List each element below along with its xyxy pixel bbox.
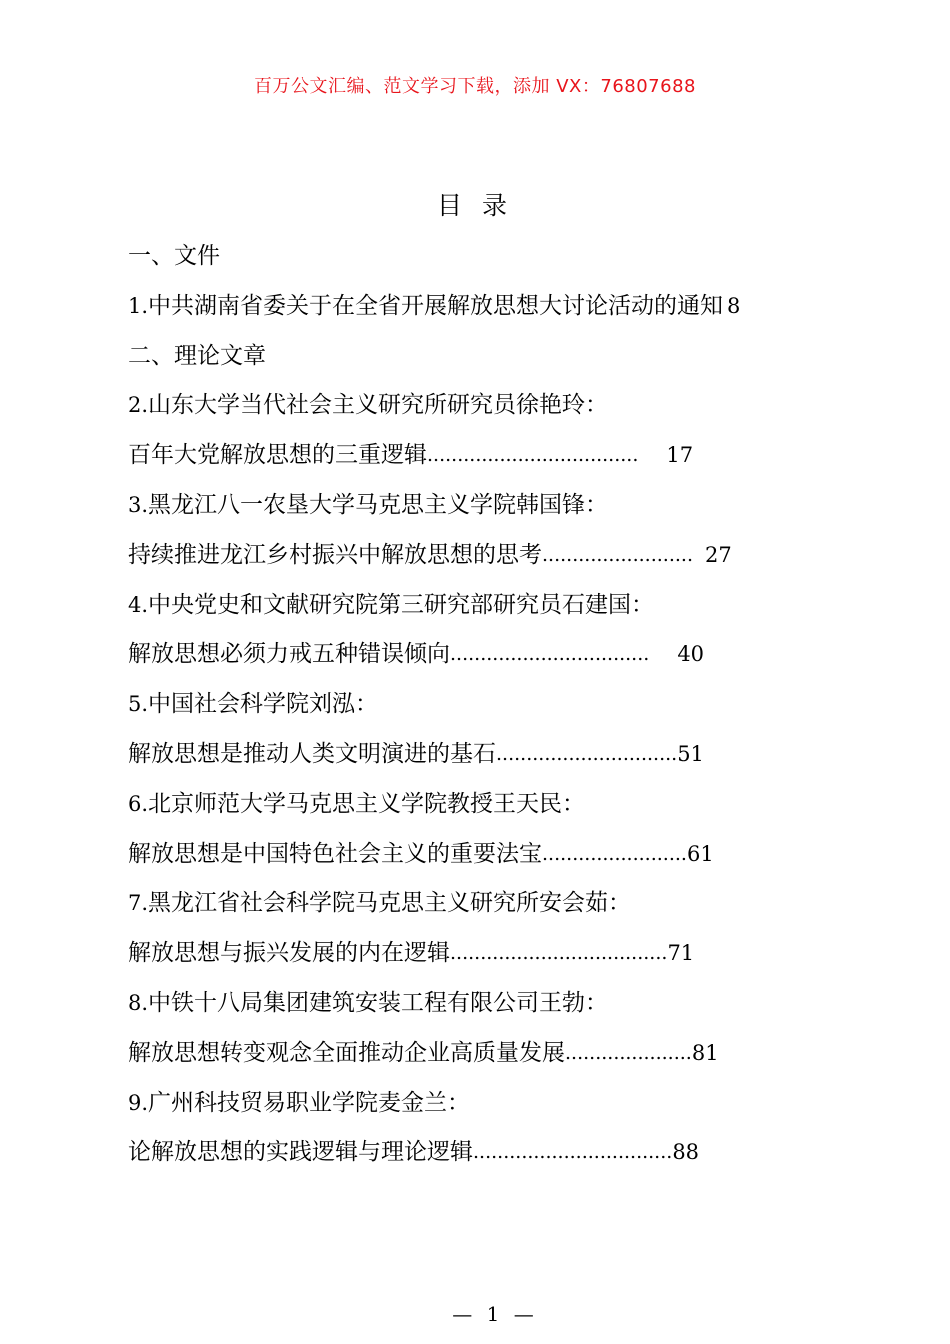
toc-entry-author[interactable]: [128, 481, 828, 531]
entry-author: 中央党史和文献研究院第三研究部研究员石建国：: [148, 591, 655, 618]
entry-title: 中共湖南省委关于在全省开展解放思想大讨论活动的通知: [148, 292, 724, 319]
dot-leader: .....................: [565, 1041, 692, 1064]
entry-number: 8.: [128, 990, 149, 1015]
page-title: 目 录: [437, 191, 513, 220]
section-heading: [128, 332, 828, 382]
entry-page: 81: [691, 1040, 719, 1065]
entry-number: 7.: [128, 891, 149, 916]
entry-number: 5.: [128, 692, 149, 717]
entry-title: 解放思想转变观念全面推动企业高质量发展: [128, 1039, 565, 1066]
header-banner: 百万公文汇编、范文学习下载，添加 VX：76807688: [254, 76, 696, 97]
toc-entry[interactable]: [128, 282, 828, 332]
toc-entry-title[interactable]: [128, 431, 828, 481]
toc-entry-author[interactable]: [128, 381, 828, 431]
entry-title: 解放思想是中国特色社会主义的重要法宝: [128, 840, 542, 867]
toc-entry-author[interactable]: [128, 680, 828, 730]
dot-leader: ....................................: [450, 942, 668, 965]
entry-author: 中国社会科学院刘泓：: [148, 691, 379, 718]
toc-entry-title[interactable]: [128, 630, 828, 680]
toc-entry-title[interactable]: [128, 531, 828, 581]
entry-number: 9.: [128, 1090, 149, 1115]
section-label: 二、理论文章: [128, 342, 266, 369]
dot-leader: ...................................: [427, 444, 639, 467]
entry-number: 2.: [128, 393, 149, 418]
entry-author: 北京师范大学马克思主义学院教授王天民：: [148, 790, 586, 817]
entry-title: 论解放思想的实践逻辑与理论逻辑: [128, 1139, 473, 1166]
entry-number: 6.: [128, 791, 149, 816]
toc-entry-title[interactable]: [128, 1128, 828, 1178]
entry-author: 山东大学当代社会主义研究所研究员徐艳玲：: [148, 392, 609, 419]
toc-entry-title[interactable]: [128, 929, 828, 979]
toc-entry-title[interactable]: [128, 1029, 828, 1079]
entry-page: 8: [727, 293, 741, 318]
dot-leader: ........................: [542, 842, 687, 865]
entry-author: 黑龙江省社会科学院马克思主义研究所安会茹：: [148, 890, 632, 917]
entry-number: 1.: [128, 293, 149, 318]
entry-title: 解放思想与振兴发展的内在逻辑: [128, 940, 450, 967]
entry-title: 解放思想是推动人类文明演进的基石: [128, 740, 496, 767]
entry-page: 61: [686, 841, 714, 866]
dot-leader: .................................: [473, 1141, 673, 1164]
entry-author: 中铁十八局集团建筑安装工程有限公司王勃：: [148, 989, 609, 1016]
entry-author: 黑龙江八一农垦大学马克思主义学院韩国锋：: [148, 491, 609, 518]
toc-entry-author[interactable]: [128, 879, 828, 929]
entry-page: 17: [666, 443, 694, 468]
entry-page: 71: [667, 941, 695, 966]
entry-title: 持续推进龙江乡村振兴中解放思想的思考: [128, 541, 542, 568]
page-number: — 1 —: [452, 1302, 538, 1326]
toc-entry-title[interactable]: [128, 830, 828, 880]
entry-page: 51: [677, 741, 704, 766]
entry-page: 88: [672, 1140, 700, 1165]
dot-leader: ..............................: [496, 742, 678, 765]
toc-entry-author[interactable]: [128, 780, 828, 830]
toc-entry-author[interactable]: [128, 1079, 828, 1129]
dot-leader: .........................: [542, 543, 693, 566]
entry-page: 27: [705, 542, 732, 567]
entry-author: 广州科技贸易职业学院麦金兰：: [148, 1089, 471, 1116]
entry-number: 3.: [128, 492, 149, 517]
entry-number: 4.: [128, 592, 149, 617]
dot-leader: .................................: [450, 643, 650, 666]
entry-page: 40: [677, 642, 705, 667]
entry-title: 解放思想必须力戒五种错误倾向: [128, 641, 450, 668]
toc-entry-title[interactable]: [128, 730, 828, 780]
toc-entry-author[interactable]: [128, 979, 828, 1029]
table-of-contents: [128, 232, 828, 1178]
entry-title: 百年大党解放思想的三重逻辑: [128, 442, 427, 469]
toc-entry-author[interactable]: [128, 581, 828, 631]
section-heading: [128, 232, 828, 282]
section-label: 一、文件: [128, 243, 220, 269]
